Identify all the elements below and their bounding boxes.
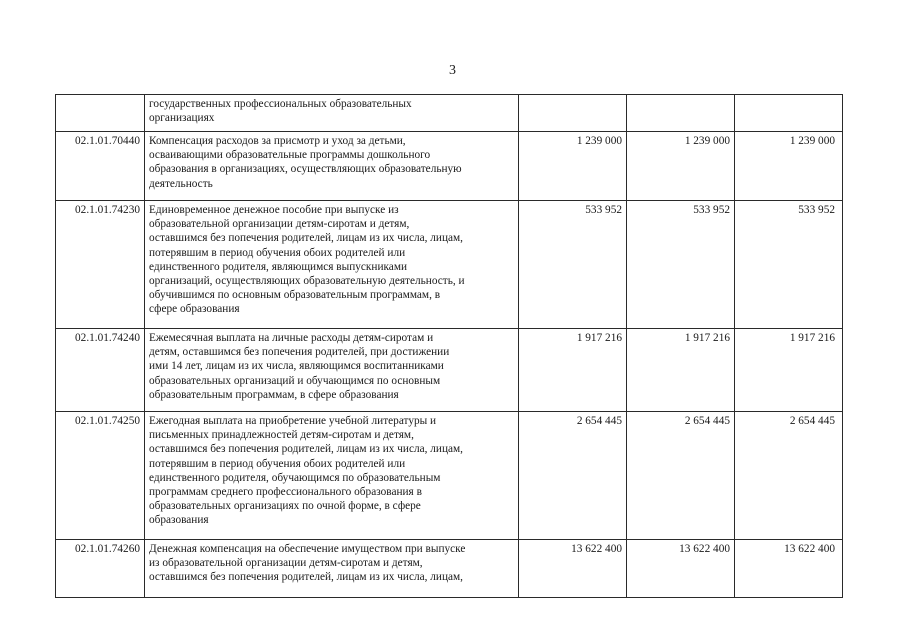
amount-cell-year-2: 2 654 445 bbox=[627, 412, 735, 540]
description-line: письменных принадлежностей детям-сиротам и детям, bbox=[149, 429, 414, 442]
description-line: образования в организациях, осуществляющих образовательную bbox=[149, 163, 462, 176]
amount-cell-year-2: 13 622 400 bbox=[627, 540, 735, 598]
description-line: потерявшим в период обучения обоих родителей или bbox=[149, 246, 406, 259]
amount-cell-year-1: 2 654 445 bbox=[519, 412, 627, 540]
description-line: Денежная компенсация на обеспечение имуществом при выпуске bbox=[149, 543, 466, 555]
amount-cell-year-1: 1 917 216 bbox=[519, 329, 627, 412]
table-row bbox=[56, 540, 843, 598]
budget-table bbox=[55, 94, 843, 598]
description-line: оставшимся без попечения родителей, лицам из их числа, лицам, bbox=[149, 571, 463, 584]
description-line: осваивающими образовательные программы дошкольного bbox=[149, 149, 431, 162]
description-cell bbox=[145, 412, 519, 540]
amount-cell-year-2: 1 917 216 bbox=[627, 329, 735, 412]
page-number: 3 bbox=[449, 63, 456, 78]
description-line: образовательным программам, в сфере образования bbox=[149, 388, 399, 401]
description-line: программам среднего профессионального образования в bbox=[149, 486, 422, 499]
description-line: деятельность bbox=[149, 177, 213, 190]
description-cell bbox=[145, 95, 519, 132]
description-line: потерявшим в период обучения обоих родителей или bbox=[149, 457, 406, 470]
description-line: образовательной организации детям-сиротам и детям, bbox=[149, 218, 410, 231]
description-line: из образовательной организации детям-сиротам и детям, bbox=[149, 557, 423, 570]
description-line: сфере образования bbox=[149, 303, 240, 316]
table-row bbox=[56, 412, 843, 540]
table-row bbox=[56, 329, 843, 412]
amount-cell-year-1: 533 952 bbox=[519, 201, 627, 329]
amount-cell-year-3: 2 654 445 bbox=[735, 412, 843, 540]
description-cell bbox=[145, 329, 519, 412]
amount-cell-year-1: 1 239 000 bbox=[519, 132, 627, 201]
description-line: Ежегодная выплата на приобретение учебной литературы и bbox=[149, 415, 437, 427]
description-line: ими 14 лет, лицам из их числа, являющимся воспитанниками bbox=[149, 360, 444, 373]
budget-code-cell: 02.1.01.74240 bbox=[56, 329, 145, 412]
description-cell bbox=[145, 201, 519, 329]
budget-code-cell bbox=[56, 95, 145, 132]
description-line: образовательных организациях по очной форме, в сфере bbox=[149, 500, 421, 513]
budget-code-cell: 02.1.01.70440 bbox=[56, 132, 145, 201]
amount-cell-year-1 bbox=[519, 95, 627, 132]
description-line: Ежемесячная выплата на личные расходы детям-сиротам и bbox=[149, 332, 434, 344]
description-cell bbox=[145, 132, 519, 201]
description-line: оставшимся без попечения родителей, лицам из их числа, лицам, bbox=[149, 232, 463, 245]
description-line: единственного родителя, являющимся выпускниками bbox=[149, 260, 408, 273]
amount-cell-year-2: 533 952 bbox=[627, 201, 735, 329]
table-body bbox=[56, 95, 843, 598]
description-line: оставшимся без попечения родителей, лицам из их числа, лицам, bbox=[149, 443, 463, 456]
amount-cell-year-3: 533 952 bbox=[735, 201, 843, 329]
amount-cell-year-3: 1 239 000 bbox=[735, 132, 843, 201]
description-cell bbox=[145, 540, 519, 598]
table-row bbox=[56, 95, 843, 132]
amount-cell-year-1: 13 622 400 bbox=[519, 540, 627, 598]
description-line: организациях bbox=[149, 112, 215, 125]
description-line: обучившимся по основным образовательным программам, в bbox=[149, 289, 441, 302]
amount-cell-year-3: 13 622 400 bbox=[735, 540, 843, 598]
budget-code-cell: 02.1.01.74260 bbox=[56, 540, 145, 598]
table-row bbox=[56, 132, 843, 201]
amount-cell-year-2 bbox=[627, 95, 735, 132]
description-line: детям, оставшимся без попечения родителей, при достижении bbox=[149, 346, 450, 359]
budget-code-cell: 02.1.01.74250 bbox=[56, 412, 145, 540]
description-line: образования bbox=[149, 514, 209, 527]
description-line: единственного родителя, обучающимся по образовательным bbox=[149, 471, 441, 484]
amount-cell-year-2: 1 239 000 bbox=[627, 132, 735, 201]
description-line: образовательных организаций и обучающимся по основным bbox=[149, 374, 441, 387]
budget-code-cell: 02.1.01.74230 bbox=[56, 201, 145, 329]
table-row bbox=[56, 201, 843, 329]
description-line: организаций, осуществляющих образовательную деятельность, и bbox=[149, 275, 465, 288]
description-line: государственных профессиональных образовательных bbox=[149, 98, 412, 110]
amount-cell-year-3 bbox=[735, 95, 843, 132]
description-line: Компенсация расходов за присмотр и уход за детьми, bbox=[149, 135, 406, 147]
amount-cell-year-3: 1 917 216 bbox=[735, 329, 843, 412]
description-line: Единовременное денежное пособие при выпуске из bbox=[149, 204, 399, 216]
